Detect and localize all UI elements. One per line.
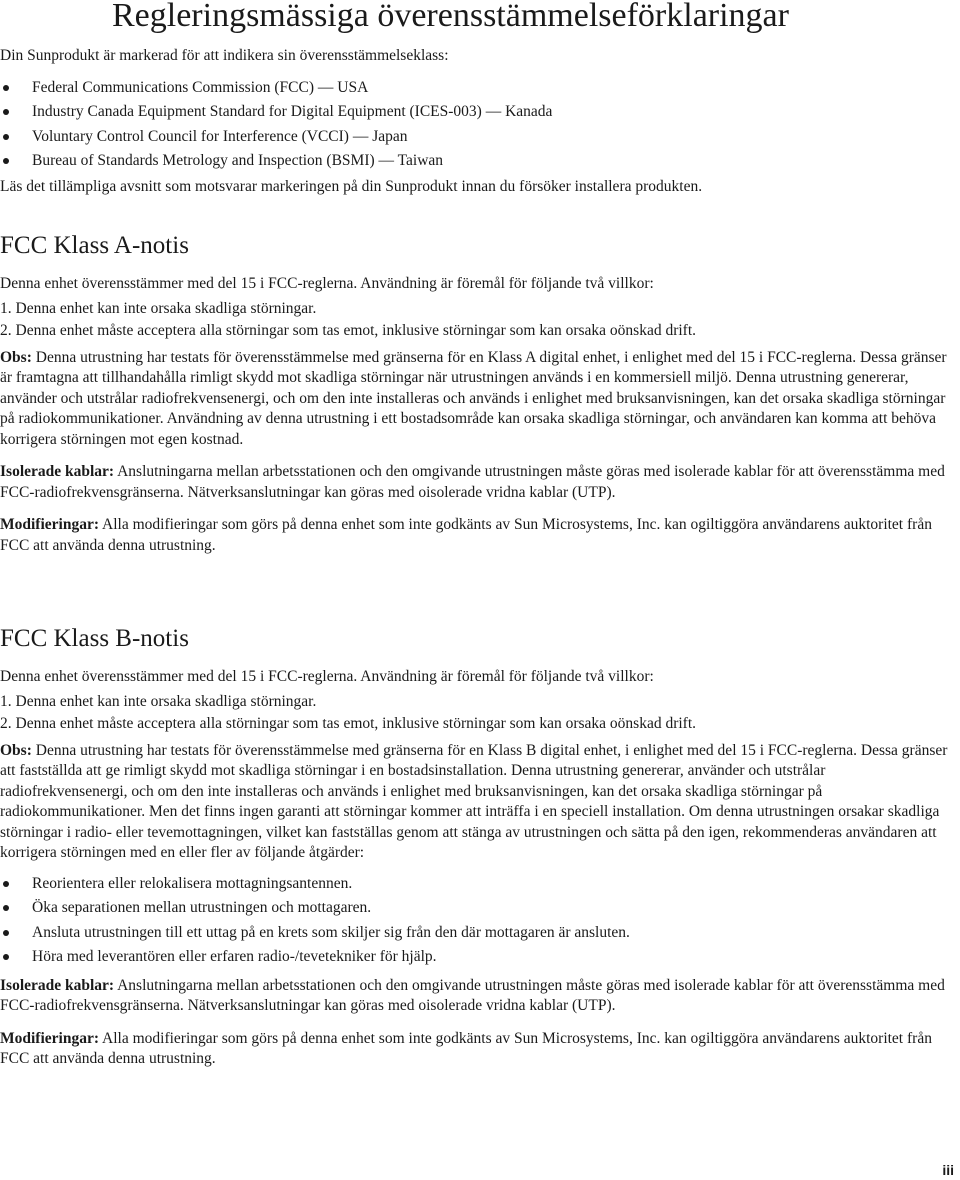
- mods-label: Modifieringar:: [0, 1029, 100, 1047]
- class-a-section: [0, 274, 952, 564]
- list-item-text: Reorientera eller relokalisera mottagningsantennen.: [32, 874, 353, 892]
- list-item: [0, 151, 952, 176]
- bullet-icon: [3, 881, 9, 887]
- page-title: Regleringsmässiga överensstämmelseförklaringar: [112, 0, 789, 34]
- list-item: [0, 874, 952, 899]
- cables-label: Isolerade kablar:: [0, 463, 115, 480]
- class-b-section: [0, 667, 952, 1078]
- list-item: 1. Denna enhet kan inte orsaka skadliga störningar.: [0, 299, 317, 317]
- list-item-text: Ansluta utrustningen till ett uttag på en krets som skiljer sig från den där mottagaren är ansluten.: [32, 923, 630, 941]
- intro-section: [0, 46, 952, 197]
- list-item: 1. Denna enhet kan inte orsaka skadliga störningar.: [0, 692, 317, 710]
- bullet-icon: [3, 109, 9, 115]
- class-a-note: [0, 348, 952, 451]
- cables-label: Isolerade kablar:: [0, 976, 115, 994]
- cables-text: Anslutningarna mellan arbetsstationen och den omgivande utrustningen måste göras med isolerade kablar för att överensstämma med FCC-radiofrekvensgränserna. Nätverksanslutningar kan göras med oisolerade vridna kablar (UTP).: [0, 976, 945, 1014]
- cables-text: Anslutningarna mellan arbetsstationen och den omgivande utrustningen måste göras med isolerade kablar för att överensstämma med FCC-radiofrekvensgränserna. Nätverksanslutningar kan göras med oisolerade vridna kablar (UTP).: [0, 463, 945, 501]
- bullet-icon: [3, 930, 9, 936]
- bullet-icon: [3, 134, 9, 140]
- list-item: [0, 947, 952, 972]
- list-item: [0, 78, 952, 103]
- class-b-cables: [0, 976, 952, 1017]
- list-item-text: Industry Canada Equipment Standard for Digital Equipment (ICES-003) — Kanada: [32, 103, 553, 120]
- list-item: [0, 127, 952, 152]
- list-item-text: Bureau of Standards Metrology and Inspection (BSMI) — Taiwan: [32, 152, 444, 169]
- note-text: Denna utrustning har testats för överensstämmelse med gränserna för en Klass B digital enhet, i enlighet med del 15 i FCC-reglerna. Dessa gränser att fastställda att ge rimligt skydd mot skadliga störningar i en bostadsinstallation. Denna utrustning genererar, använder och utstrålar radiofrekvensenergi, och om den inte installeras och används i enlighet med bruksanvisningen, kan det orsaka skadliga störningar på radiokommunikationer. Men det finns ingen garanti att störningar kommer att inträffa i en speciell installation. Om denna utrustningen orsakar skadliga störningar i radio- eller tevemottagningen, vilket kan fastställas genom att stänga av utrustningen och sätta på den igen, rekommenderas användaren att korrigera störningen med en eller fler av följande åtgärder:: [0, 741, 948, 861]
- bullet-icon: [3, 954, 9, 960]
- intro-note: Läs det tillämpliga avsnitt som motsvarar markeringen på din Sunprodukt innan du försöker installera produkten.: [0, 177, 703, 195]
- mods-text: Alla modifieringar som görs på denna enhet som inte godkänts av Sun Microsystems, Inc. kan ogiltiggöra användarens auktoritet från FCC att använda denna utrustning.: [0, 1029, 932, 1067]
- measures-list: [0, 874, 952, 972]
- class-a-heading: FCC Klass A-notis: [0, 232, 189, 259]
- class-b-conditions: [0, 692, 952, 735]
- note-text: Denna utrustning har testats för överensstämmelse med gränserna för en Klass A digital enhet, i enlighet med del 15 i FCC-reglerna. Dessa gränser är framtagna att tillhandahålla rimligt skydd mot skadliga störningar när utrustningen används i en kommersiell miljö. Denna utrustning genererar, använder och utstrålar radiofrekvensenergi, och om den inte installeras och används i enlighet med bruksanvisningen, kan det orsaka skadliga störningar på radiokommunikationer. Användning av denna utrustning i ett bostadsområde kan orsaka skadliga störningar, och användaren kan komma att behöva korrigera störningen mot egen kostnad.: [0, 348, 947, 448]
- page-number: iii: [942, 1162, 954, 1178]
- class-a-compliance: Denna enhet överensstämmer med del 15 i FCC-reglerna. Användning är föremål för följande två villkor:: [0, 275, 654, 292]
- bullet-icon: [3, 905, 9, 911]
- intro-text: Din Sunprodukt är markerad för att indikera sin överensstämmelseklass:: [0, 47, 449, 64]
- list-item: 2. Denna enhet måste acceptera alla störningar som tas emot, inklusive störningar som kan orsaka oönskad drift.: [0, 715, 697, 732]
- list-item: [0, 923, 952, 948]
- bullet-icon: [3, 158, 9, 164]
- note-label: Obs:: [0, 348, 32, 366]
- list-item-text: Öka separationen mellan utrustningen och mottagaren.: [32, 899, 372, 916]
- list-item-text: Voluntary Control Council for Interference (VCCI) — Japan: [32, 127, 408, 145]
- list-item: [0, 102, 952, 127]
- list-item: [0, 898, 952, 923]
- class-a-mods: [0, 515, 952, 556]
- class-list: [0, 78, 952, 176]
- class-b-note: [0, 741, 952, 864]
- class-a-conditions: [0, 299, 952, 342]
- mods-text: Alla modifieringar som görs på denna enhet som inte godkänts av Sun Microsystems, Inc. kan ogiltiggöra användarens auktoritet från FCC att använda denna utrustning.: [0, 516, 932, 554]
- note-label: Obs:: [0, 741, 32, 759]
- class-b-heading: FCC Klass B-notis: [0, 625, 189, 652]
- class-b-compliance: Denna enhet överensstämmer med del 15 i FCC-reglerna. Användning är föremål för följande två villkor:: [0, 668, 654, 685]
- class-a-cables: [0, 462, 952, 503]
- bullet-icon: [3, 85, 9, 91]
- list-item-text: Federal Communications Commission (FCC) — USA: [32, 78, 369, 96]
- list-item-text: Höra med leverantören eller erfaren radio-/tevetekniker för hjälp.: [32, 948, 437, 965]
- mods-label: Modifieringar:: [0, 516, 100, 533]
- class-b-mods: [0, 1029, 952, 1070]
- list-item: 2. Denna enhet måste acceptera alla störningar som tas emot, inklusive störningar som kan orsaka oönskad drift.: [0, 322, 697, 339]
